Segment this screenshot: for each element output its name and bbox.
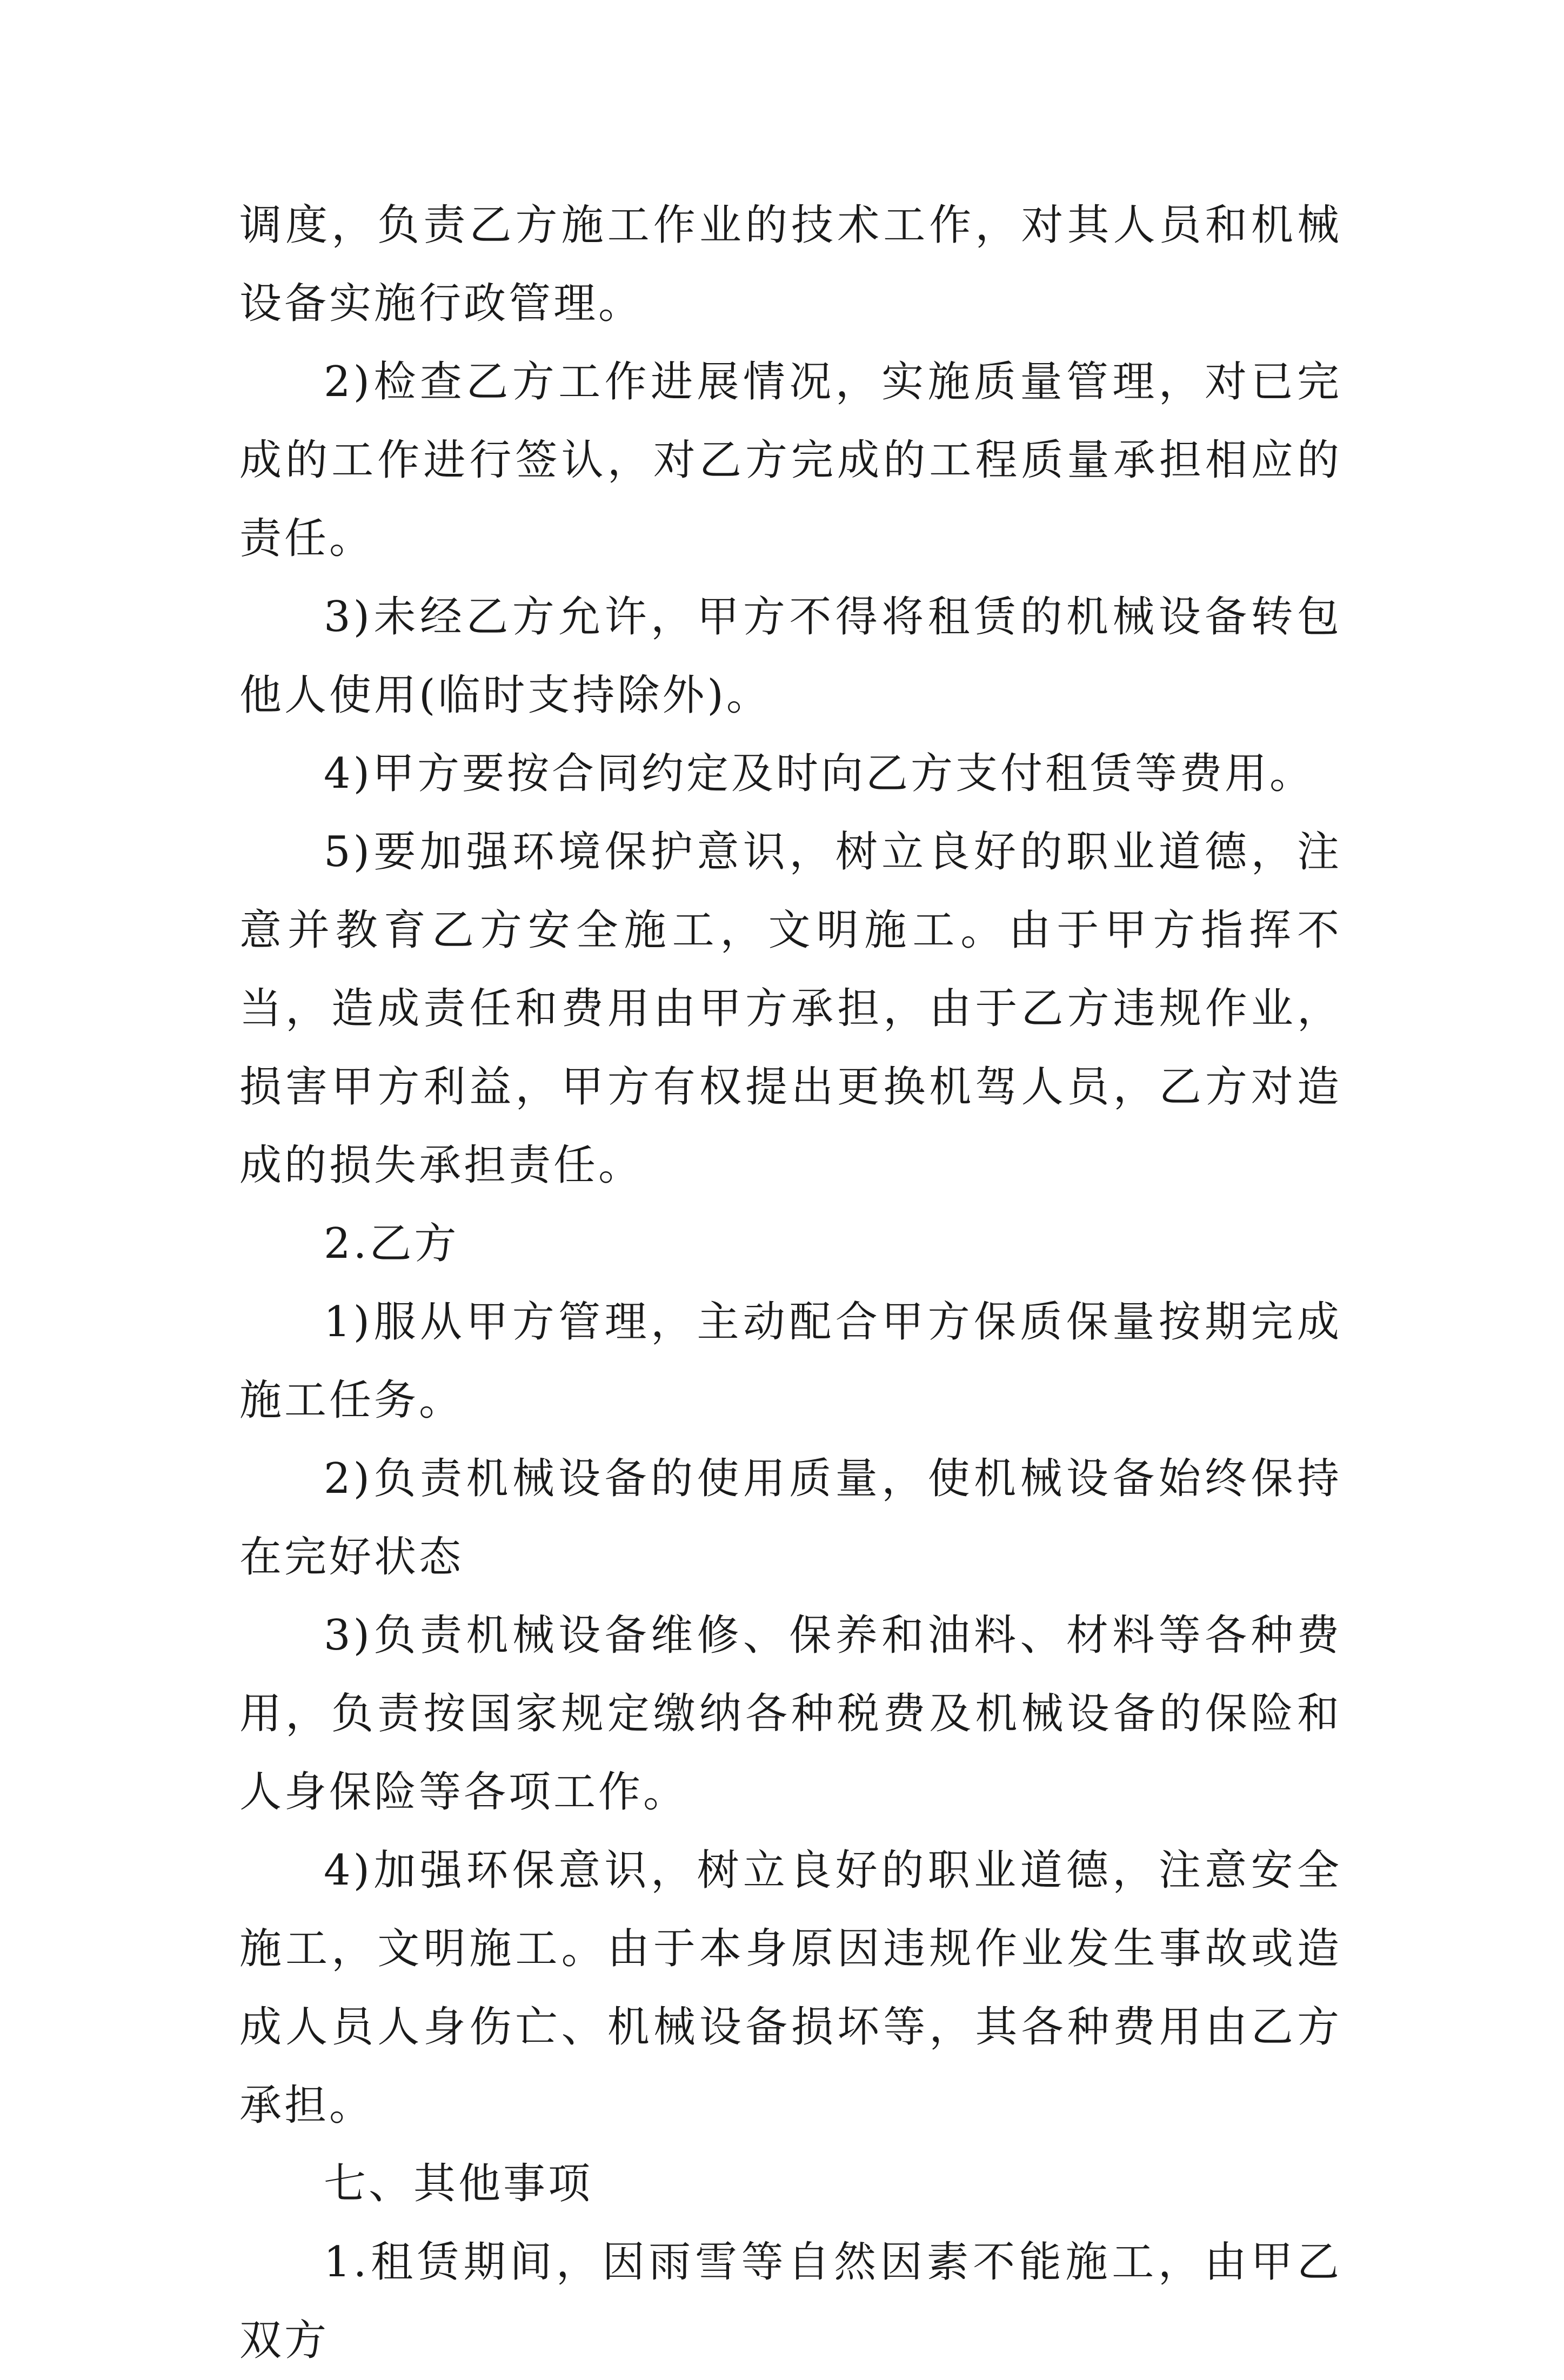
paragraph-4: 4)甲方要按合同约定及时向乙方支付租赁等费用。 (324, 749, 1315, 798)
paragraph-7: 1)服从甲方管理，主动配合甲方保质保量按期完成施工任务。 (239, 1298, 1342, 1425)
paragraph-12: 1.租赁期间，因雨雪等自然因素不能施工，由甲乙双方 (239, 2238, 1342, 2365)
paragraph-1: 调度，负责乙方施工作业的技术工作，对其人员和机械设备实施行政管理。 (239, 201, 1342, 328)
paragraph-3: 3)未经乙方允许，甲方不得将租赁的机械设备转包他人使用(临时支持除外)。 (239, 593, 1342, 720)
document-body (239, 186, 1342, 2380)
paragraph-8: 2)负责机械设备的使用质量，使机械设备始终保持在完好状态 (239, 1454, 1342, 1581)
paragraph-9: 3)负责机械设备维修、保养和油料、材料等各种费用，负责按国家规定缴纳各种税费及机械设备的保险和人身保险等各项工作。 (239, 1611, 1342, 1816)
section-heading-party-b: 2.乙方 (324, 1219, 459, 1268)
paragraph-10: 4)加强环保意识，树立良好的职业道德，注意安全施工，文明施工。由于本身原因违规作业发生事故或造成人员人身伤亡、机械设备损坏等，其各种费用由乙方承担。 (239, 1846, 1342, 2130)
section-heading-other-matters: 七、其他事项 (324, 2160, 593, 2208)
paragraph-5: 5)要加强环境保护意识，树立良好的职业道德，注意并教育乙方安全施工，文明施工。由于甲方指挥不当，造成责任和费用由甲方承担，由于乙方违规作业，损害甲方利益，甲方有权提出更换机驾人员，乙方对造成的损失承担责任。 (239, 828, 1342, 1190)
paragraph-2: 2)检查乙方工作进展情况，实施质量管理，对已完成的工作进行签认，对乙方完成的工程质量承担相应的责任。 (239, 358, 1342, 563)
